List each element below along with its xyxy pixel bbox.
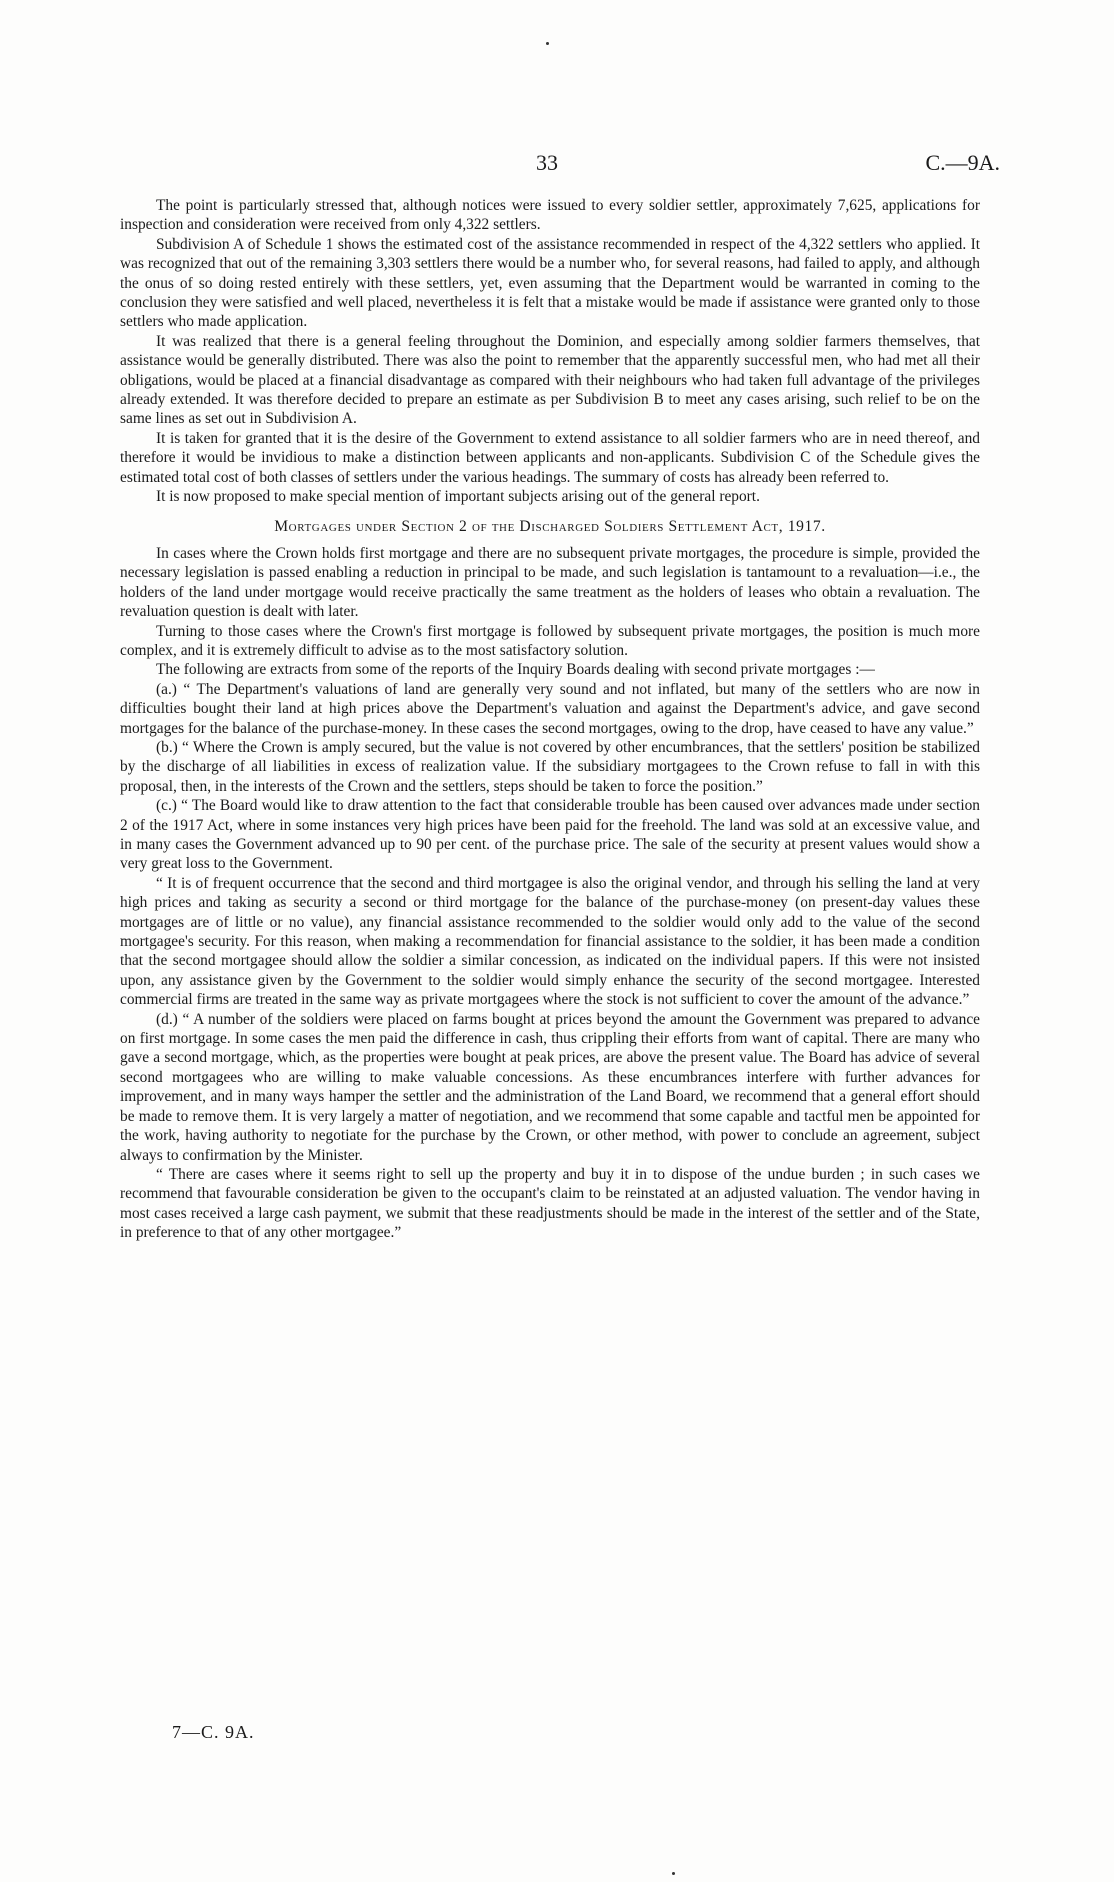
quoted-extract: (c.) “ The Board would like to draw attention to the fact that considerable trouble has been caused over advances made under section 2 of the 1917 Act, where in some instances very high prices have been paid for the freehold. The land was sold at an excessive value, and in many cases the Government advanced up to 90 per cent. of the purchase price. The sale of the security at present values would show a very great loss to the Government. bbox=[120, 797, 980, 873]
section-heading: Mortgages under Section 2 of the Discharged Soldiers Settlement Act, 1917. bbox=[274, 517, 826, 535]
paragraph: The following are extracts from some of the reports of the Inquiry Boards dealing with second private mortgages :— bbox=[156, 661, 875, 679]
page-header bbox=[0, 150, 1114, 180]
paragraph: It is now proposed to make special mention of important subjects arising out of the general report. bbox=[156, 488, 760, 506]
quoted-extract: (a.) “ The Department's valuations of land are generally very sound and not inflated, but many of the settlers who are now in difficulties bought their land at high prices above the Department's valuation and against the Department's advice, and gave second mortgages for the balance of the purchase-money. In these cases the second mortgages, owing to the drop, have ceased to have any value.” bbox=[120, 680, 980, 737]
scan-speck bbox=[546, 42, 549, 45]
quoted-extract: “ It is of frequent occurrence that the second and third mortgagee is also the original vendor, and through his selling the land at very high prices and taking as security a second or third mortgage for the balance of the purchase-money (on present-day values these mortgages are of little or no value), any financial assistance recommended to the soldier would only add to the value of the second mortgagee's security. For this reason, when making a recommendation for financial assistance to the soldier, it has been made a condition that the second mortgagee should allow the soldier a similar concession, as indicated on the individual papers. If this were not insisted upon, any assistance given by the Government to the soldier would simply enhance the security of the second mortgagee. Interested commercial firms are treated in the same way as private mortgagees where the stock is not sufficient to cover the amount of the advance.” bbox=[120, 874, 980, 1009]
paragraph: Turning to those cases where the Crown's first mortgage is followed by subsequent private mortgages, the position is much more complex, and it is extremely difficult to advise as to the most satisfactory solution. bbox=[120, 622, 980, 659]
scan-speck bbox=[672, 1872, 675, 1875]
paragraph: Subdivision A of Schedule 1 shows the estimated cost of the assistance recommended in respect of the 4,322 settlers who applied. It was recognized that out of the remaining 3,303 settlers there would be a number who, for several reasons, had failed to apply, and although the onus of so doing rested entirely with these settlers, yet, even assuming that the Department would be warranted in coming to the conclusion they were satisfied and well placed, nevertheless it is felt that a mistake would be made if assistance were granted only to those settlers who made application. bbox=[120, 235, 980, 331]
document-reference: C.—9A. bbox=[925, 150, 1000, 175]
body-text bbox=[120, 196, 980, 1243]
page-number: 33 bbox=[536, 150, 558, 175]
quoted-extract: “ There are cases where it seems right to sell up the property and buy it in to dispose of the undue burden ; in such cases we recommend that favourable consideration be given to the occupant's claim to be reinstated at an adjusted valuation. The vendor having in most cases received a large cash payment, we submit that these readjustments should be made in the interest of the settler and of the State, in preference to that of any other mortgagee.” bbox=[120, 1165, 980, 1242]
paragraph: The point is particularly stressed that, although notices were issued to every soldier settler, approximately 7,625, applications for inspection and consideration were received from only 4,322 settlers. bbox=[120, 197, 980, 234]
quoted-extract: (b.) “ Where the Crown is amply secured, but the value is not covered by other encumbrances, that the settlers' position be stabilized by the discharge of all liabilities in excess of realization value. If the subsidiary mortgagees to the Crown refuse to fall in with this proposal, then, in the interests of the Crown and the settlers, steps should be taken to force the position.” bbox=[120, 738, 980, 795]
paragraph: It is taken for granted that it is the desire of the Government to extend assistance to all soldier farmers who are in need thereof, and therefore it would be invidious to make a distinction between applicants and non-applicants. Subdivision C of the Schedule gives the estimated total cost of both classes of settlers under the various headings. The summary of costs has already been referred to. bbox=[120, 429, 980, 486]
sheet-reference: 7—C. 9A. bbox=[172, 1722, 255, 1742]
quoted-extract: (d.) “ A number of the soldiers were placed on farms bought at prices beyond the amount the Government was prepared to advance on first mortgage. In some cases the men paid the difference in cash, thus crippling their efforts from want of capital. There are many who gave a second mortgage, which, as the properties were bought at peak prices, are above the present value. The Board has advice of several second mortgagees who are willing to make valuable concessions. As these encumbrances interfere with further advances for improvement, and in many ways hamper the settler and the administration of the Land Board, we recommend that a general effort should be made to remove them. It is very largely a matter of negotiation, and we recommend that some capable and tactful men be appointed for the work, having authority to negotiate for the purchase by the Crown, or other method, with power to conclude an agreement, subject always to confirmation by the Minister. bbox=[120, 1010, 980, 1164]
paragraph: It was realized that there is a general feeling throughout the Dominion, and especially among soldier farmers themselves, that assistance would be generally distributed. There was also the point to remember that the apparently successful men, who had met all their obligations, would be placed at a financial disadvantage as compared with their neighbours who had taken full advantage of the privileges already extended. It was therefore decided to prepare an estimate as per Subdivision B to meet any cases arising, such relief to be on the same lines as set out in Subdivision A. bbox=[120, 332, 980, 428]
paragraph: In cases where the Crown holds first mortgage and there are no subsequent private mortgages, the procedure is simple, provided the necessary legislation is passed enabling a reduction in principal to be made, and such legislation is tantamount to a revaluation—i.e., the holders of the land under mortgage would receive practically the same treatment as the holders of leases who obtain a revaluation. The revaluation question is dealt with later. bbox=[120, 544, 980, 621]
